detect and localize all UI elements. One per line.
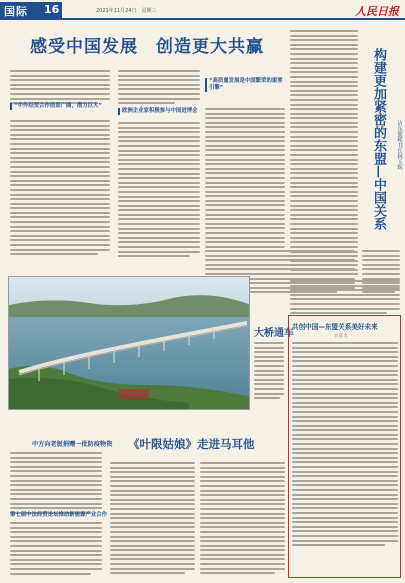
- main-headline: 感受中国发展 创造更大共赢: [30, 37, 264, 57]
- article-text-block: [290, 280, 400, 317]
- article-text-block: [200, 462, 285, 577]
- photo-caption-text: [254, 342, 284, 402]
- commentary-byline: 刘 晨 哲: [334, 333, 348, 338]
- culture-headline: 《叶限姑娘》走进马耳他: [128, 437, 255, 451]
- issue-date: 2021年11月24日 星期三: [96, 8, 157, 14]
- article-text-block: [110, 462, 195, 577]
- article-text-block: [118, 70, 200, 107]
- bridge-photo-image: [9, 277, 250, 410]
- photo-caption-title: 大桥通车: [254, 328, 294, 339]
- subheadline-2: 欧洲企业家积极参与中国进博会: [118, 108, 202, 115]
- subheadline-1: “中外经贸合作前景广阔，潜力巨大”: [10, 103, 120, 110]
- article-text-block: [10, 120, 110, 258]
- subheadline-3: “高质量发展是中国繁荣的重要引擎”: [205, 78, 285, 92]
- article-text-block: [290, 30, 358, 283]
- newspaper-logo: 人民日报: [355, 5, 399, 18]
- commentary-text: [292, 342, 398, 549]
- aid-headline: 中方向老挝捐赠一批防疫物资: [32, 441, 113, 448]
- bridge-photo: [8, 276, 250, 410]
- article-text-block: [118, 122, 200, 260]
- page-number: 16: [44, 3, 60, 16]
- commentary-headline: 共创中国—东盟关系美好未来: [292, 323, 378, 331]
- vertical-feature-subtitle: 访东盟秘书长林玉辉: [396, 120, 402, 171]
- article-text-block: [10, 452, 102, 516]
- forum-headline: 第七届中法经贸论坛推动新能源产业合作: [10, 512, 108, 518]
- article-text-block: [10, 70, 110, 107]
- article-text-block: [10, 522, 102, 577]
- article-text-block: [205, 108, 285, 255]
- page-header: [0, 0, 405, 20]
- vertical-feature-title: 构建更加紧密的东盟—中国关系: [371, 48, 386, 230]
- section-name: 国际: [4, 5, 28, 18]
